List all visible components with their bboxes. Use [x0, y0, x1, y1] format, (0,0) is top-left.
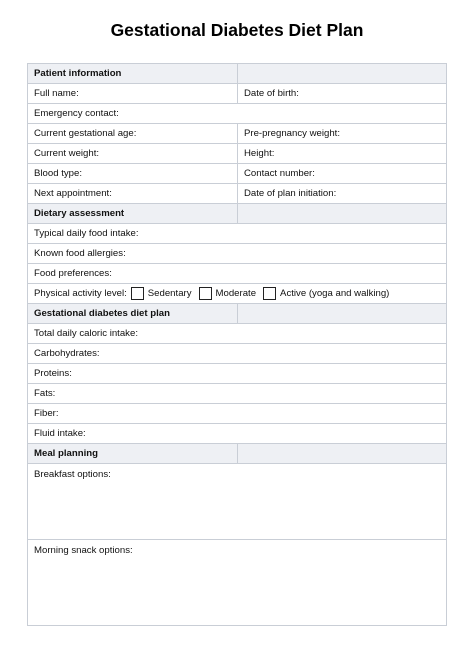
sedentary-option[interactable] — [131, 287, 192, 300]
form-row — [28, 344, 447, 364]
active-label: Active (yoga and walking) — [280, 288, 390, 299]
form-row — [28, 384, 447, 404]
food-preferences-field[interactable]: Food preferences: — [28, 264, 447, 284]
contact-number-field[interactable]: Contact number: — [238, 164, 447, 184]
form-row — [28, 424, 447, 444]
form-row — [28, 224, 447, 244]
gestational-age-field[interactable]: Current gestational age: — [28, 124, 238, 144]
active-checkbox[interactable] — [263, 287, 276, 300]
form-row — [28, 324, 447, 344]
pre-pregnancy-weight-field[interactable]: Pre-pregnancy weight: — [238, 124, 447, 144]
document-title: Gestational Diabetes Diet Plan — [110, 20, 364, 40]
form-row — [28, 364, 447, 384]
section-title: Patient information — [28, 64, 238, 84]
caloric-intake-field[interactable]: Total daily caloric intake: — [28, 324, 447, 344]
food-allergies-field[interactable]: Known food allergies: — [28, 244, 447, 264]
form-row — [28, 144, 447, 164]
section-header-blank — [238, 304, 447, 324]
plan-initiation-date-field[interactable]: Date of plan initiation: — [238, 184, 447, 204]
current-weight-field[interactable]: Current weight: — [28, 144, 238, 164]
blood-type-field[interactable]: Blood type: — [28, 164, 238, 184]
form-row — [28, 104, 447, 124]
date-of-birth-field[interactable]: Date of birth: — [238, 84, 447, 104]
moderate-label: Moderate — [215, 288, 257, 299]
emergency-contact-field[interactable]: Emergency contact: — [28, 104, 447, 124]
carbohydrates-field[interactable]: Carbohydrates: — [28, 344, 447, 364]
sedentary-label: Sedentary — [147, 288, 192, 299]
section-header-meal — [28, 444, 447, 464]
morning-snack-options-field[interactable]: Morning snack options: — [28, 540, 447, 626]
section-header-dietary — [28, 204, 447, 224]
section-header-blank — [238, 444, 447, 464]
moderate-checkbox[interactable] — [199, 287, 212, 300]
fiber-field[interactable]: Fiber: — [28, 404, 447, 424]
physical-activity-row — [28, 284, 447, 304]
form-row — [28, 264, 447, 284]
form-row — [28, 404, 447, 424]
section-title: Gestational diabetes diet plan — [28, 304, 238, 324]
moderate-option[interactable] — [199, 287, 257, 300]
section-title: Meal planning — [28, 444, 238, 464]
fluid-intake-field[interactable]: Fluid intake: — [28, 424, 447, 444]
form-row — [28, 124, 447, 144]
height-field[interactable]: Height: — [238, 144, 447, 164]
next-appointment-field[interactable]: Next appointment: — [28, 184, 238, 204]
form-row — [28, 84, 447, 104]
diet-plan-form — [27, 63, 447, 626]
proteins-field[interactable]: Proteins: — [28, 364, 447, 384]
fats-field[interactable]: Fats: — [28, 384, 447, 404]
physical-activity-label: Physical activity level: — [34, 288, 127, 299]
breakfast-options-field[interactable]: Breakfast options: — [28, 464, 447, 540]
section-header-blank — [238, 64, 447, 84]
full-name-field[interactable]: Full name: — [28, 84, 238, 104]
form-row — [28, 244, 447, 264]
form-row — [28, 184, 447, 204]
section-title: Dietary assessment — [28, 204, 238, 224]
form-row — [28, 284, 447, 304]
typical-food-intake-field[interactable]: Typical daily food intake: — [28, 224, 447, 244]
form-row — [28, 540, 447, 626]
section-header-blank — [238, 204, 447, 224]
sedentary-checkbox[interactable] — [131, 287, 144, 300]
section-header-patient — [28, 64, 447, 84]
form-row — [28, 464, 447, 540]
form-row — [28, 164, 447, 184]
section-header-diet-plan — [28, 304, 447, 324]
active-option[interactable] — [263, 287, 389, 300]
